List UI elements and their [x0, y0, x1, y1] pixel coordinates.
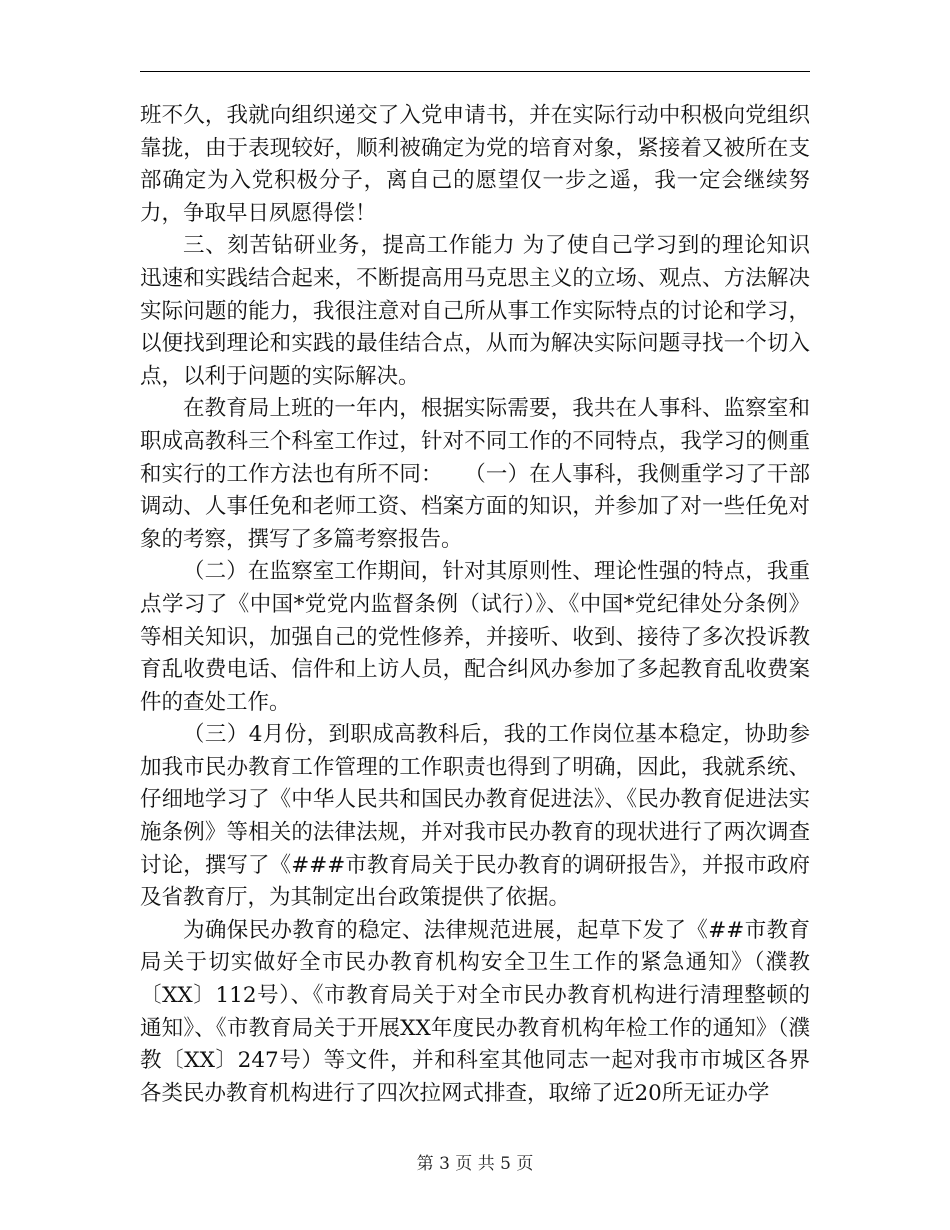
page-number: 第 3 页 共 5 页	[416, 1154, 534, 1174]
paragraph-3: 在教育局上班的一年内，根据实际需要，我共在人事科、监察室和职成高教科三个科室工作过，针对不同工作的不同特点，我学习的侧重和实行的工作方法也有所不同： （一）在人事科，我侧重学习了干部调动、人事任免和老师工资、档案方面的知识，并参加了对一些任免对象的考察，撰写了多篇考察报告。	[140, 396, 810, 552]
paragraph-5: （三）4月份，到职成高教科后，我的工作岗位基本稳定，协助参加我市民办教育工作管理的工作职责也得到了明确，因此，我就系统、仔细地学习了《中华人民共和国民办教育促进法》、《民办教育促进法实施条例》等相关的法律法规，并对我市民办教育的现状进行了两次调查讨论，撰写了《###市教育局关于民办教育的调研报告》，并报市政府及省教育厅，为其制定出台政策提供了依据。	[140, 722, 810, 911]
paragraph-4: （二）在监察室工作期间，针对其原则性、理论性强的特点，我重点学习了《中国*党党内监督条例（试行）》、《中国*党纪律处分条例》等相关知识，加强自己的党性修养，并接听、收到、接待了多次投诉教育乱收费电话、信件和上访人员，配合纠风办参加了多起教育乱收费案件的查处工作。	[140, 559, 810, 715]
header-rule	[140, 71, 810, 72]
document-body	[140, 100, 810, 1110]
paragraph-6: 为确保民办教育的稳定、法律规范进展，起草下发了《##市教育局关于切实做好全市民办教育机构安全卫生工作的紧急通知》（濮教〔XX〕112号）、《市教育局关于对全市民办教育机构进行清理整顿的通知》、《市教育局关于开展XX年度民办教育机构年检工作的通知》（濮教〔XX〕247号）等文件，并和科室其他同志一起对我市市城区各界各类民办教育机构进行了四次拉网式排查，取缔了近20所无证办学	[140, 917, 810, 1106]
paragraph-1: 班不久，我就向组织递交了入党申请书，并在实际行动中积极向党组织靠拢，由于表现较好，顺利被确定为党的培育对象，紧接着又被所在支部确定为入党积极分子，离自己的愿望仅一步之遥，我一定会继续努力，争取早日夙愿得偿！	[140, 103, 810, 226]
paragraph-2: 三、刻苦钻研业务，提高工作能力 为了使自己学习到的理论知识迅速和实践结合起来，不断提高用马克思主义的立场、观点、方法解决实际问题的能力，我很注意对自己所从事工作实际特点的讨论和学习，以便找到理论和实践的最佳结合点，从而为解决实际问题寻找一个切入点，以利于问题的实际解决。	[140, 233, 810, 389]
